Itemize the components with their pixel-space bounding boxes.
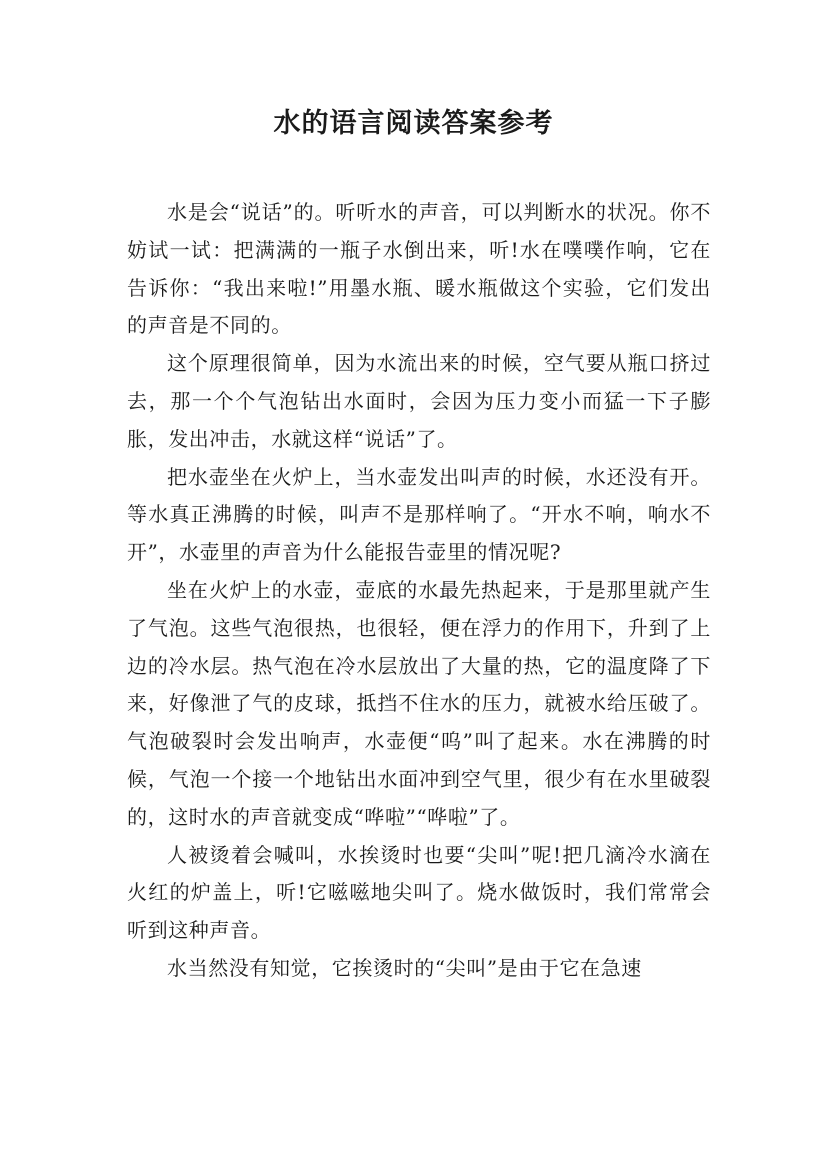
paragraph-1: 水是会“说话”的。听听水的声音，可以判断水的状况。你不妨试一试：把满满的一瓶子水倒出来，听!水在噗噗作响，它在告诉你：“我出来啦!”用墨水瓶、暖水瓶做这个实验，它们发出的声音是不同的。: [127, 200, 711, 338]
document-body: [127, 194, 711, 988]
paragraph-5: 人被烫着会喊叫，水挨烫时也要“尖叫”呢!把几滴冷水滴在火红的炉盖上，听!它嗞嗞地尖叫了。烧水做饭时，我们常常会听到这种声音。: [127, 842, 711, 943]
paragraph-6: 水当然没有知觉，它挨烫时的“尖叫”是由于它在急速: [167, 955, 642, 980]
document-title: 水的语言阅读答案参考: [273, 108, 554, 139]
paragraph-4: 坐在火炉上的水壶，壶底的水最先热起来，于是那里就产生了气泡。这些气泡很热，也很轻，便在浮力的作用下，升到了上边的冷水层。热气泡在冷水层放出了大量的热，它的温度降了下来，好像泄了气的皮球，抵挡不住水的压力，就被水给压破了。气泡破裂时会发出响声，水壶便“呜”叫了起来。水在沸腾的时候，气泡一个接一个地钻出水面冲到空气里，很少有在水里破裂的，这时水的声音就变成“哗啦”“哗啦”了。: [127, 577, 711, 829]
paragraph-2: 这个原理很简单，因为水流出来的时候，空气要从瓶口挤过去，那一个个气泡钻出水面时，会因为压力变小而猛一下子膨胀，发出冲击，水就这样“说话”了。: [127, 351, 711, 451]
paragraph-3: 把水壶坐在火炉上，当水壶发出叫声的时候，水还没有开。等水真正沸腾的时候，叫声不是那样响了。“开水不响，响水不开”，水壶里的声音为什么能报告壶里的情况呢?: [127, 464, 711, 565]
